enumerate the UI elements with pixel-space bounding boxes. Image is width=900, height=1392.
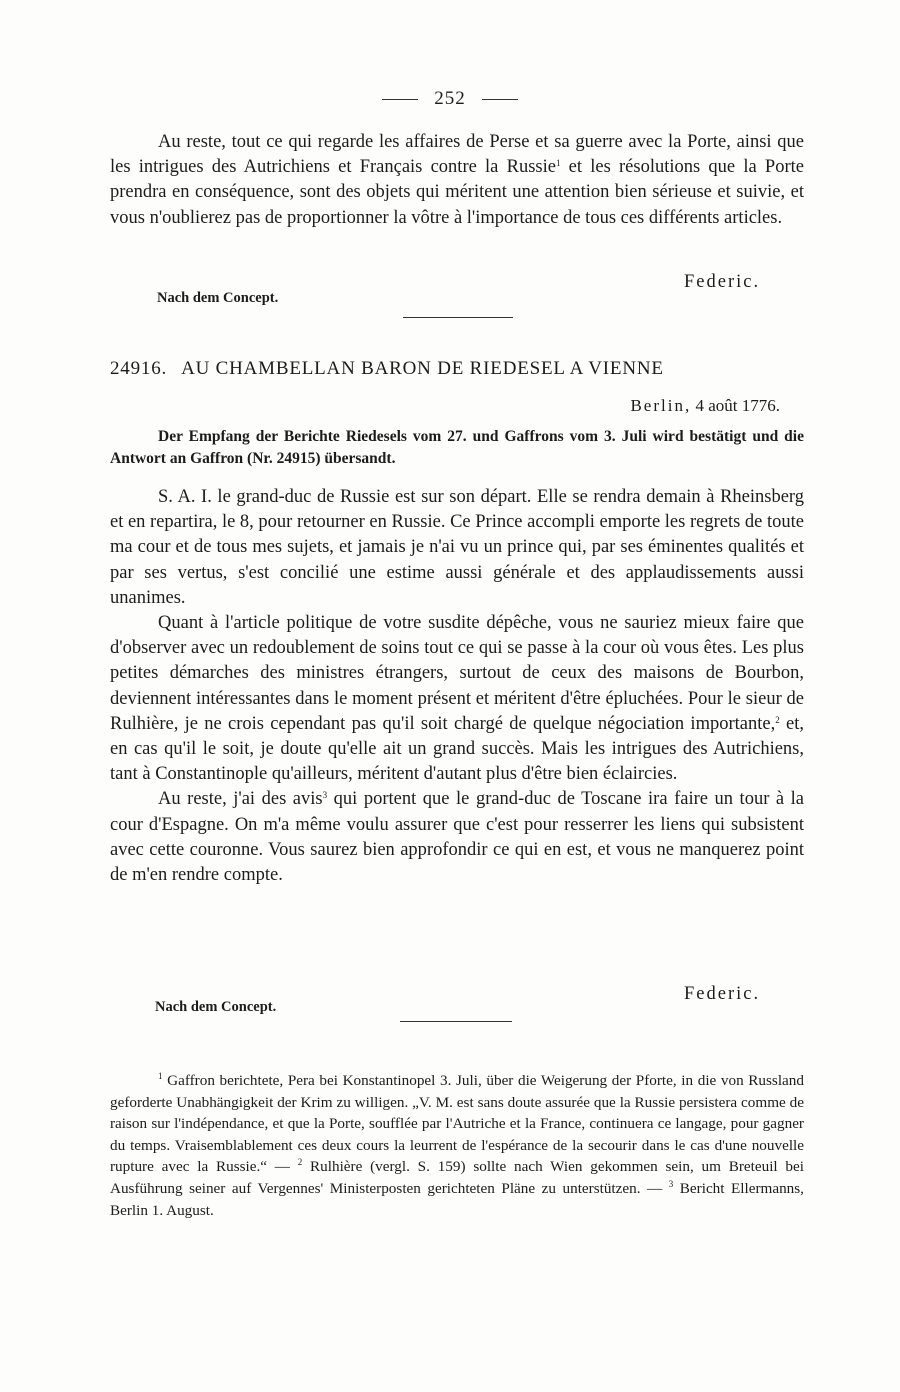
footnote-ref-1: 1 bbox=[555, 158, 561, 169]
footnote-mark-1: 1 bbox=[158, 1071, 163, 1081]
paragraph-au-reste-perse: Au reste, tout ce qui regarde les affaires de Perse et sa guerre avec la Porte, ainsi que les intrigues des Autrichiens et Français contre la Russie$^1$ et les résolutions que la Porte prendra en conséquence, sont des objets qui méritent une attention bien sérieuse et suivie, et vous n'oublierez pas de proportionner la vôtre à l'importance de tous ces différents articles. bbox=[110, 132, 804, 228]
letter-recipient: AU CHAMBELLAN BARON DE RIEDESEL A VIENNE bbox=[181, 358, 664, 379]
footnote-divider bbox=[400, 1021, 512, 1022]
source-note-1: Nach dem Concept. bbox=[157, 290, 279, 306]
page-number-text: 252 bbox=[434, 88, 466, 109]
page-number bbox=[0, 88, 900, 110]
letter-date: 4 août 1776. bbox=[695, 396, 780, 415]
footnote-3: Bericht Ellermanns, Berlin 1. August. bbox=[110, 1179, 804, 1219]
signature-2: Federic. bbox=[684, 984, 761, 1004]
letter-number: 24916. bbox=[110, 358, 168, 379]
letter-place: Berlin, bbox=[630, 396, 692, 415]
signature-1: Federic. bbox=[684, 272, 761, 292]
footnote-2: Rulhière (vergl. S. 159) sollte nach Wien gekommen sein, um Breteuil bei Ausführung seiner auf Vergennes' Ministerposten gerichteten Pläne zu unterstützen. — bbox=[110, 1158, 804, 1197]
footnote-ref-2: 2 bbox=[775, 714, 780, 725]
letter-place-date bbox=[630, 396, 780, 416]
footnote-mark-2: 2 bbox=[297, 1157, 303, 1168]
page-number-dash-left bbox=[382, 99, 418, 100]
paragraph-grand-duc: S. A. I. le grand-duc de Russie est sur son départ. Elle se rendra demain à Rheinsberg et en repartira, le 8, pour retourner en Russie. Ce Prince accompli emporte les regrets de toute ma cour et de tous mes sujets, et jamais je n'ai vu un prince qui, par ses éminentes qualités et par ses vertus, s'est concilié une estime aussi générale et des applaudissements aussi unanimes. bbox=[110, 487, 805, 608]
paragraph-toscane: Au reste, j'ai des avis$^3$ qui portent que le grand-duc de Toscane ira faire un tour à la cour d'Espagne. On m'a même voulu assurer que c'est pour resserrer les liens qui subsistent avec cette couronne. Vous saurez bien approfondir ce qui en est, et vous ne manquerez point de m'en rendre compte. bbox=[110, 789, 804, 886]
letter-body bbox=[110, 485, 804, 888]
letter-heading bbox=[110, 358, 804, 380]
section-divider bbox=[403, 317, 513, 318]
closing-paragraph-previous-letter bbox=[110, 130, 804, 231]
letter-summary: Der Empfang der Berichte Riedesels vom 27. und Gaffrons vom 3. Juli wird bestätigt und die Antwort an Gaffron (Nr. 24915) übersandt. bbox=[110, 428, 804, 467]
paragraph-article-politique: Quant à l'article politique de votre susdite dépêche, vous ne sauriez mieux faire que d'observer avec un redoublement de soins tout ce qui se passe à la cour où vous êtes. Les plus petites démarches des ministres étrangers, surtout de ceux des maisons de Bourbon, deviennent intéressantes dans le moment présent et méritent d'être épluchées. Pour le sieur de Rulhière, je ne crois cependant pas qu'il soit chargé de quelque négociation importante,$^2$ et, en cas qu'il le soit, je doute qu'elle ait un grand succès. Mais les intrigues des Autrichiens, tant à Constantinople qu'ailleurs, méritent d'autant plus d'être bien éclaircies. bbox=[110, 613, 804, 785]
footnote-mark-3: 3 bbox=[668, 1178, 674, 1189]
footnote-ref-3: 3 bbox=[322, 790, 328, 801]
footnote-1: Gaffron berichtete, Pera bei Konstantinopel 3. Juli, über die Weigerung der Pforte, in die von Russland geforderte Unabhängigkeit der Krim zu willigen. „V. M. est sans doute assurée que la Russie persistera comme de raison sur l'indépendance, et que la Porte, soufflée par l'Autriche et la France, continuera ce langage, pour gagner du temps. Vraisemblablement ces deux cours la leurrent de l'espérance de la secourir dans le cas d'une nouvelle rupture avec la Russie.“ — bbox=[110, 1072, 804, 1176]
source-note-2: Nach dem Concept. bbox=[155, 999, 277, 1015]
page-number-dash-right bbox=[482, 99, 518, 100]
footnotes bbox=[110, 1070, 804, 1221]
